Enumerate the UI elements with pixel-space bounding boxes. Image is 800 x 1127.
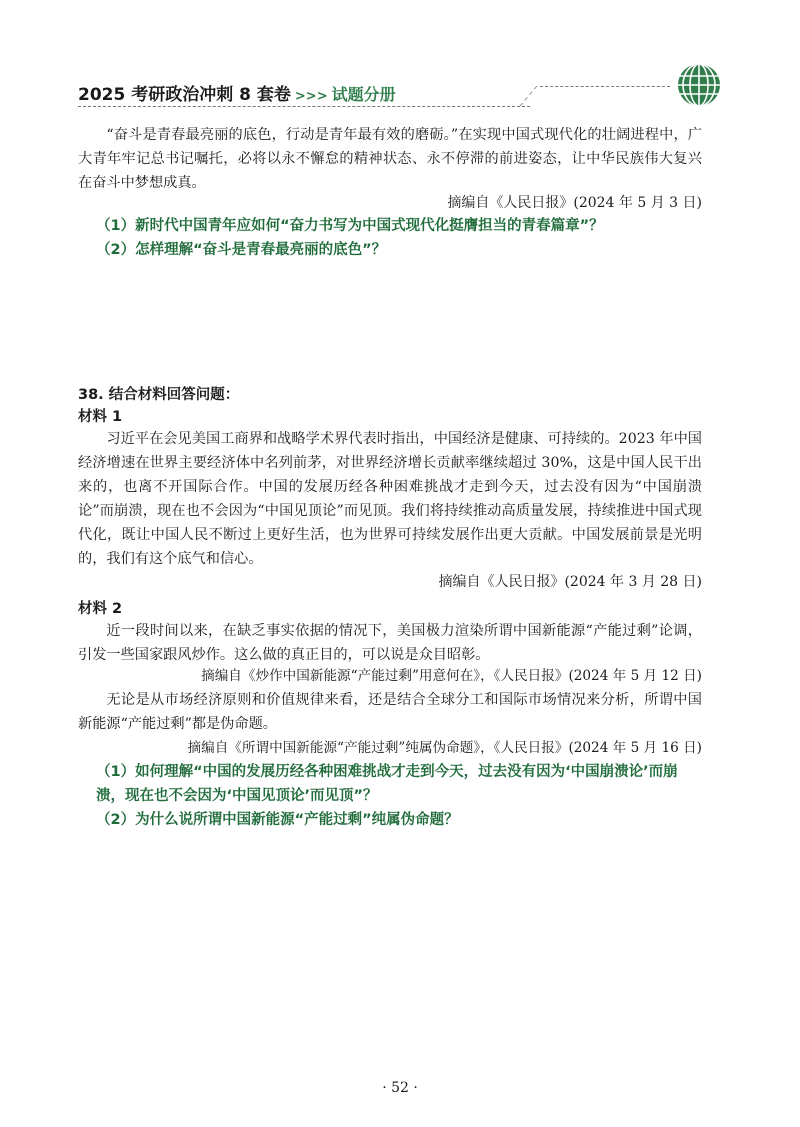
material-1-label: 材料 1	[78, 409, 123, 425]
intro-source: 摘编自《人民日报》(2024 年 5 月 3 日)	[447, 195, 702, 211]
q38-question-1: （1）如何理解“中国的发展历经各种困难挑战才走到今天，过去没有因为‘中国崩溃论’而崩溃，现在也不会因为‘中国见顶论’而见顶”？	[96, 764, 678, 804]
header-title	[78, 80, 396, 105]
intro-question-1: （1）新时代中国青年应如何“奋力书写为中国式现代化挺膺担当的青春篇章”？	[96, 218, 604, 234]
intro-paragraph: “奋斗是青春最亮丽的底色，行动是青年最有效的磨砺。”在实现中国式现代化的壮阔进程中，广大青年牢记总书记嘱托，必将以永不懈怠的精神状态、永不停滞的前进姿态，让中华民族伟大复兴在奋斗中梦想成真。	[78, 127, 702, 191]
material-2-paragraph-1: 近一段时间以来，在缺乏事实依据的情况下，美国极力渲染所谓中国新能源“产能过剩”论调，引发一些国家跟风炒作。这么做的真正目的，可以说是众目昭彰。	[78, 623, 702, 663]
question-38-title: 38. 结合材料回答问题：	[78, 387, 240, 403]
globe-icon	[676, 62, 722, 108]
material-2-source-1: 摘编自《炒作中国新能源“产能过剩”用意何在》，《人民日报》(2024 年 5 月 12 日)	[201, 668, 702, 684]
material-1-paragraph: 习近平在会见美国工商界和战略学术界代表时指出，中国经济是健康、可持续的。2023 年中国经济增速在世界主要经济体中名列前茅，对世界经济增长贡献率继续超过 30%，这是中国人民干出来的，也离不开国际合作。中国的发展历经各种困难挑战才走到今天，过去没有因为“中国崩溃论”而崩溃，现在也不会因为“中国见顶论”而见顶。我们将持续推动高质量发展，持续推进中国式现代化，既让中国人民不断过上更好生活，也为世界可持续发展作出更大贡献。中国发展前景是光明的，我们有这个底气和信心。	[78, 431, 702, 567]
header-divider	[78, 106, 530, 107]
intro-question-2: （2）怎样理解“奋斗是青春最亮丽的底色”？	[96, 242, 387, 258]
page-number: · 52 ·	[382, 1080, 418, 1096]
header-divider-right	[540, 86, 670, 87]
material-2-paragraph-2: 无论是从市场经济原则和价值规律来看，还是结合全球分工和国际市场情况来分析，所谓中国新能源“产能过剩”都是伪命题。	[78, 692, 702, 732]
header-subtitle: 试题分册	[331, 85, 396, 104]
q38-question-2: （2）为什么说所谓中国新能源“产能过剩”纯属伪命题？	[96, 812, 459, 828]
page-header	[78, 60, 728, 110]
book-title: 2025 考研政治冲刺 8 套卷	[78, 85, 291, 105]
material-2-label: 材料 2	[78, 601, 123, 617]
material-2-source-2: 摘编自《所谓中国新能源“产能过剩”纯属伪命题》，《人民日报》(2024 年 5 月 16 日)	[187, 740, 702, 756]
header-separator: >>>	[294, 89, 328, 104]
material-1-source: 摘编自《人民日报》(2024 年 3 月 28 日)	[438, 574, 702, 590]
